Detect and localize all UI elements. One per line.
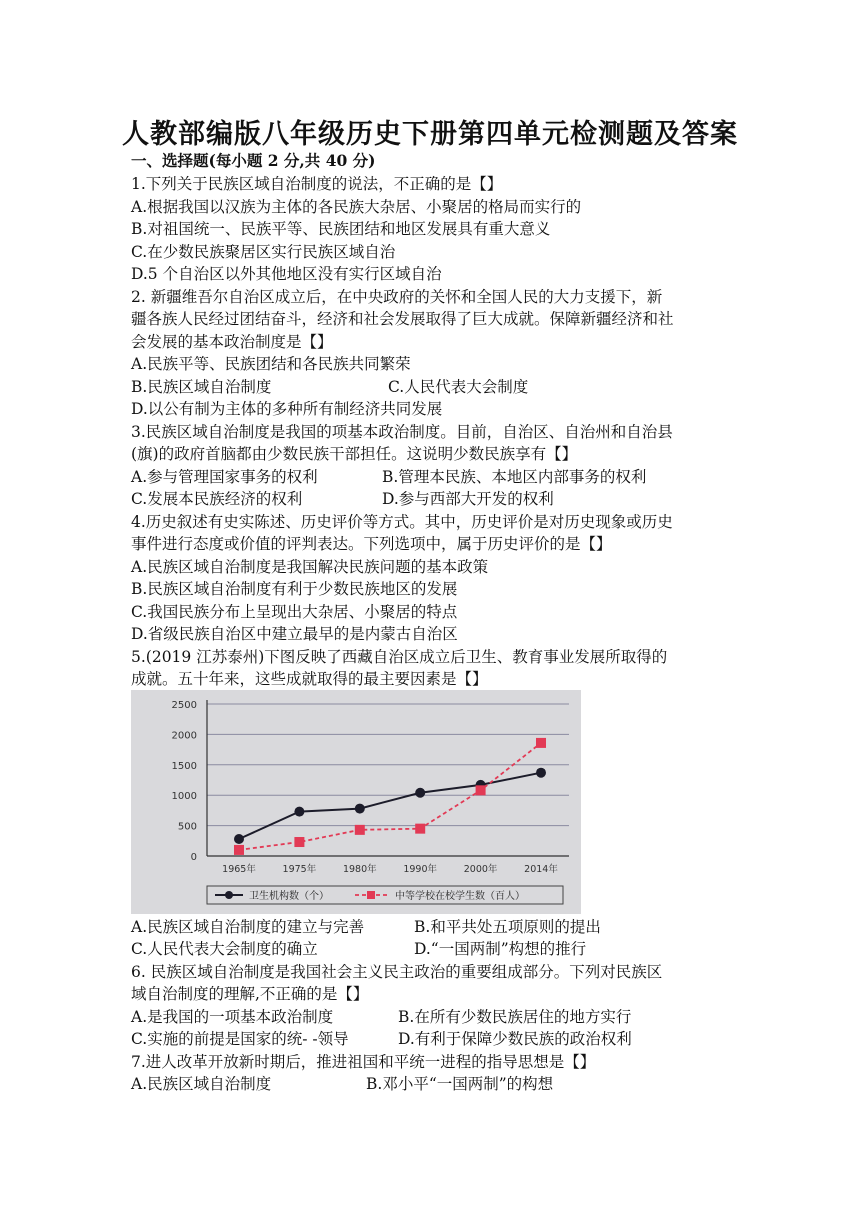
- legend-label-2: 中等学校在校学生数（百人）: [395, 891, 525, 902]
- question-2-option-c: C.人民代表大会制度: [388, 378, 529, 396]
- y-tick-label: 2000: [171, 730, 197, 742]
- question-3-option-c: C.发展本民族经济的权利: [131, 490, 303, 508]
- y-tick-label: 1000: [171, 791, 197, 803]
- question-4-option-d: D.省级民族自治区中建立最早的是内蒙古自治区: [131, 625, 458, 643]
- question-4-stem-line-1: 4.历史叙述有史实陈述、历史评价等方式。其中，历史评价是对历史现象或历史: [131, 513, 673, 531]
- question-2-stem-line-3: 会发展的基本政治制度是【】: [131, 333, 333, 351]
- question-4-option-b: B.民族区域自治制度有利于少数民族地区的发展: [131, 580, 458, 598]
- question-5-option-c: C.人民代表大会制度的确立: [131, 940, 318, 958]
- question-6-option-d: D.有利于保障少数民族的政治权利: [398, 1030, 632, 1048]
- question-6-option-b: B.在所有少数民族居住的地方实行: [398, 1008, 632, 1026]
- question-3-stem-line-1: 3.民族区域自治制度是我国的项基本政治制度。目前，自治区、自治州和自治县: [131, 423, 673, 441]
- question-4-stem-line-2: 事件进行态度或价值的评判表达。下列选项中，属于历史评价的是【】: [131, 535, 612, 553]
- chart-svg: [131, 690, 581, 914]
- legend-label-1: 卫生机构数（个）: [249, 891, 329, 902]
- question-5-stem-line-1: 5.(2019 江苏泰州)下图反映了西藏自治区成立后卫生、教育事业发展所取得的: [131, 648, 668, 666]
- series-1-point: [355, 804, 365, 814]
- series-1-point: [234, 834, 244, 844]
- question-6-stem-line-1: 6. 民族区域自治制度是我国社会主义民主政治的重要组成部分。下列对民族区: [131, 963, 663, 981]
- x-tick-label: 2000年: [463, 864, 498, 875]
- question-3-option-a: A.参与管理国家事务的权利: [131, 468, 318, 486]
- question-2-stem-line-2: 疆各族人民经过团结奋斗，经济和社会发展取得了巨大成就。保障新疆经济和社: [131, 310, 674, 328]
- series-2-point: [355, 825, 365, 835]
- question-5-option-b: B.和平共处五项原则的提出: [414, 918, 601, 936]
- chart-background: [131, 690, 581, 914]
- question-6-option-c: C.实施的前提是国家的统- -领导: [131, 1030, 349, 1048]
- question-1-option-a: A.根据我国以汉族为主体的各民族大杂居、小聚居的格局而实行的: [131, 198, 582, 216]
- question-1-option-c: C.在少数民族聚居区实行民族区域自治: [131, 243, 396, 261]
- question-2-stem-line-1: 2. 新疆维吾尔自治区成立后，在中央政府的关怀和全国人民的大力支援下，新: [131, 288, 663, 306]
- question-4-option-a: A.民族区域自治制度是我国解决民族问题的基本政策: [131, 558, 489, 576]
- x-tick-label: 1965年: [222, 864, 256, 875]
- y-tick-label: 1500: [171, 760, 197, 772]
- question-6-stem-line-2: 域自治制度的理解,不正确的是【】: [131, 985, 369, 1003]
- x-tick-label: 2014年: [524, 864, 558, 875]
- question-4-option-c: C.我国民族分布上呈现出大杂居、小聚居的特点: [131, 603, 458, 621]
- series-2-point: [536, 738, 546, 748]
- question-2-option-b: B.民族区域自治制度: [131, 378, 272, 396]
- legend-marker-1: [225, 891, 233, 899]
- tibet-development-chart: [131, 690, 581, 914]
- series-2-point: [234, 845, 244, 855]
- question-5-stem-line-2: 成就。五十年来，这些成就取得的最主要因素是【】: [131, 670, 488, 688]
- series-2-point: [476, 785, 486, 795]
- question-7-stem: 7.进人改革开放新时期后，推进祖国和平统一进程的指导思想是【】: [131, 1053, 596, 1071]
- series-1-point: [536, 768, 546, 778]
- question-5-option-a: A.民族区域自治制度的建立与完善: [131, 918, 365, 936]
- question-1-option-b: B.对祖国统一、民族平等、民族团结和地区发展具有重大意义: [131, 220, 551, 238]
- x-tick-label: 1980年: [342, 864, 377, 875]
- question-1-option-d: D.5 个自治区以外其他地区没有实行区域自治: [131, 265, 442, 283]
- question-7-option-b: B.邓小平“一国两制”的构想: [366, 1075, 554, 1093]
- series-1-point: [294, 807, 304, 817]
- question-1-stem: 1.下列关于民族区域自治制度的说法，不正确的是【】: [131, 175, 503, 193]
- x-tick-label: 1990年: [403, 864, 438, 875]
- series-2-point: [415, 824, 425, 834]
- y-tick-label: 2500: [171, 700, 197, 711]
- section-heading: 一、选择题(每小题 2 分,共 40 分): [131, 151, 376, 170]
- question-5-option-d: D.“一国两制”构想的推行: [414, 940, 587, 958]
- question-3-option-b: B.管理本民族、本地区内部事务的权利: [382, 468, 647, 486]
- question-7-option-a: A.民族区域自治制度: [131, 1075, 272, 1093]
- question-3-stem-line-2: (旗)的政府首脑都由少数民族干部担任。这说明少数民族享有【】: [131, 445, 578, 463]
- y-tick-label: 0: [190, 852, 197, 863]
- question-2-option-d: D.以公有制为主体的多种所有制经济共同发展: [131, 400, 443, 418]
- question-6-option-a: A.是我国的一项基本政治制度: [131, 1008, 334, 1026]
- x-tick-label: 1975年: [282, 864, 317, 875]
- y-tick-label: 500: [177, 821, 197, 833]
- question-3-option-d: D.参与西部大开发的权利: [382, 490, 554, 508]
- page-title: 人教部编版八年级历史下册第四单元检测题及答案: [122, 119, 738, 150]
- legend-marker-2: [367, 891, 375, 899]
- question-2-option-a: A.民族平等、民族团结和各民族共同繁荣: [131, 355, 411, 373]
- series-2-point: [294, 837, 304, 847]
- series-1-point: [415, 788, 425, 798]
